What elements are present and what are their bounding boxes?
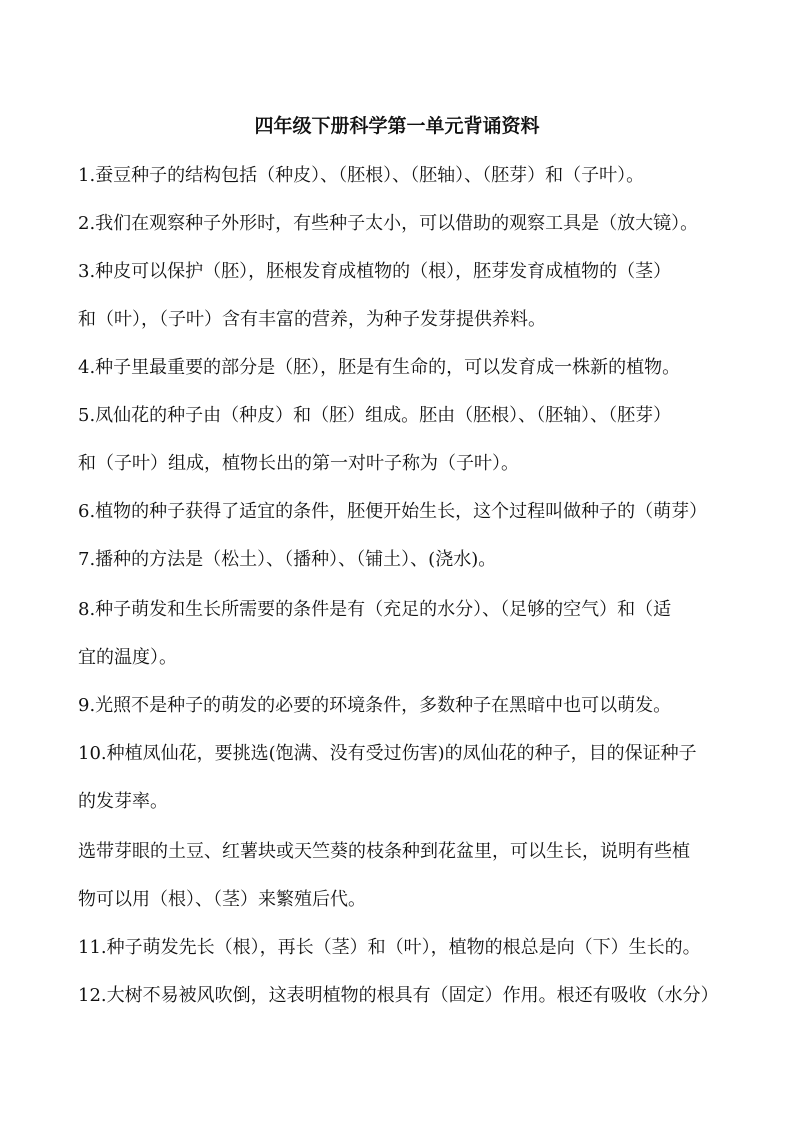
text-line-4: 和（叶），（子叶）含有丰富的营养，为种子发芽提供养料。 (78, 309, 546, 330)
text-line-7: 和（子叶）组成，植物长出的第一对叶子称为（子叶）。 (78, 453, 519, 474)
text-line-3: 3.种皮可以保护（胚），胚根发育成植物的（根），胚芽发育成植物的（茎） (78, 261, 672, 282)
text-line-11: 宜的温度）。 (78, 647, 177, 668)
text-line-5: 4.种子里最重要的部分是（胚），胚是有生命的，可以发育成一株新的植物。 (78, 357, 681, 378)
document-title: 四年级下册科学第一单元背诵资料 (254, 115, 540, 137)
text-line-15: 选带芽眼的土豆、红薯块或天竺葵的枝条种到花盆里，可以生长，说明有些植 (78, 841, 690, 862)
text-line-10: 8.种子萌发和生长所需要的条件是有（充足的水分）、（足够的空气）和（适 (78, 599, 672, 620)
text-line-2: 2.我们在观察种子外形时，有些种子太小，可以借助的观察工具是（放大镜）。 (78, 213, 699, 234)
text-line-6: 5.凤仙花的种子由（种皮）和（胚）组成。胚由（胚根）、（胚轴）、（胚芽） (78, 405, 672, 426)
text-line-18: 12.大树不易被风吹倒，这表明植物的根具有（固定）作用。根还有吸收（水分） (78, 985, 719, 1006)
text-line-12: 9.光照不是种子的萌发的必要的环境条件，多数种子在黑暗中也可以萌发。 (78, 695, 672, 716)
text-line-8: 6.植物的种子获得了适宜的条件，胚便开始生长，这个过程叫做种子的（萌芽） (78, 501, 708, 522)
text-line-14: 的发芽率。 (78, 791, 168, 812)
text-line-1: 1.蚕豆种子的结构包括（种皮）、（胚根）、（胚轴）、（胚芽）和（子叶）。 (78, 165, 645, 186)
text-line-16: 物可以用（根）、（茎）来繁殖后代。 (78, 889, 366, 910)
text-line-17: 11.种子萌发先长（根），再长（茎）和（叶），植物的根总是向（下）生长的。 (78, 937, 701, 958)
text-line-13: 10.种植凤仙花，要挑选(饱满、没有受过伤害)的凤仙花的种子，目的保证种子 (78, 743, 697, 764)
text-line-9: 7.播种的方法是（松土）、（播种）、（铺土）、(浇水)。 (78, 549, 497, 570)
